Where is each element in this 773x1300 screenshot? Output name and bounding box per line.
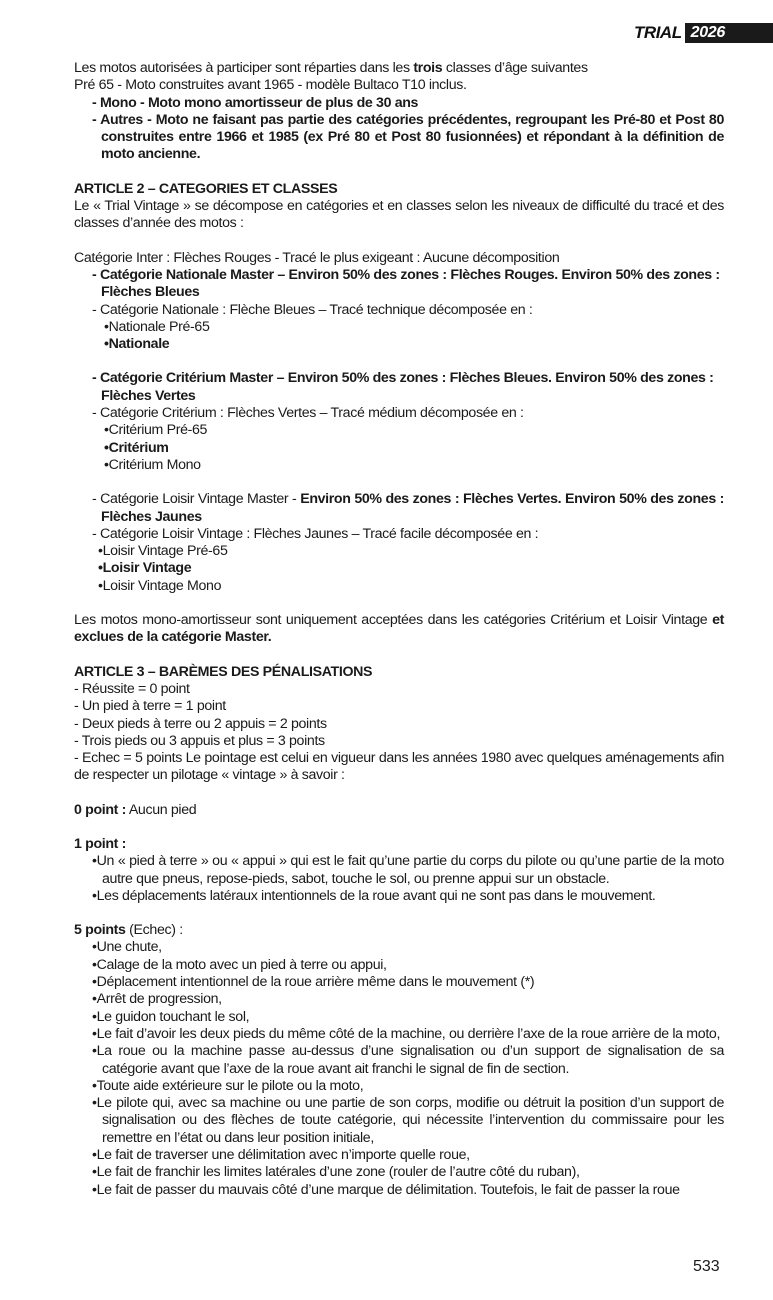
list-item: •Les déplacements latéraux intentionnels de la roue avant qui ne sont pas dans le mouvement.	[92, 887, 656, 904]
list-item: •La roue ou la machine passe au-dessus d’une signalisation ou d’un support de signalisation de sa catégorie avant que l’axe de la roue avant ait franchi le signal de fin de section.	[92, 1043, 724, 1077]
category-inter: Catégorie Inter : Flèches Rouges - Tracé le plus exigeant : Aucune décomposition	[74, 249, 560, 266]
penalty-line: - Un pied à terre = 1 point	[74, 698, 226, 715]
list-item: •Arrêt de progression,	[92, 991, 222, 1008]
document-body	[74, 60, 724, 1199]
penalty-echec: - Echec = 5 points Le pointage est celui en vigueur dans les années 1980 avec quelques aménagements afin de respecter un pilotage « vintage » à savoir :	[74, 750, 724, 784]
penalty-line: - Réussite = 0 point	[74, 680, 190, 697]
page-header	[634, 22, 773, 44]
list-item: •Loisir Vintage	[98, 560, 192, 577]
list-item: •Loisir Vintage Pré-65	[98, 543, 228, 560]
mono-note: Les motos mono-amortisseur sont uniquement acceptées dans les catégories Critérium et Loisir Vintage et exclues de la catégorie Master.	[74, 612, 724, 646]
one-point-title: 1 point :	[74, 835, 127, 852]
intro-line-1: Les motos autorisées à participer sont réparties dans les trois classes d’âge suivantes	[74, 60, 588, 76]
header-year-badge: 2026	[685, 23, 773, 43]
list-item: •Le fait d’avoir les deux pieds du même côté de la machine, ou derrière l’axe de la roue arrière de la moto,	[92, 1025, 721, 1042]
category-loisir-master: - Catégorie Loisir Vintage Master - Environ 50% des zones : Flèches Vertes. Environ 50% des zones : Flèches Jaunes	[92, 491, 724, 525]
list-item: •Déplacement intentionnel de la roue arrière même dans le mouvement (*)	[92, 974, 535, 991]
list-item: •Critérium Mono	[104, 456, 201, 473]
list-item: •Le guidon touchant le sol,	[92, 1008, 250, 1025]
intro-line-2: Pré 65 - Moto construites avant 1965 - modèle Bultaco T10 inclus.	[74, 77, 467, 94]
article-2-title: ARTICLE 2 – CATEGORIES ET CLASSES	[74, 180, 338, 197]
list-item: •Le pilote qui, avec sa machine ou une partie de son corps, modifie ou détruit la position d’un support de signalisation ou des flèches de toute catégorie, qui nécessite l’intervention du commissaire pour les remettre en l’état ou dans leur position initiale,	[92, 1095, 724, 1146]
list-item: •Critérium	[104, 439, 169, 456]
category-loisir: - Catégorie Loisir Vintage : Flèches Jaunes – Tracé facile décomposée en :	[92, 525, 539, 542]
list-item: •Le fait de passer du mauvais côté d’une marque de délimitation. Toutefois, le fait de passer la roue	[92, 1181, 680, 1198]
category-criterium: - Catégorie Critérium : Flèches Vertes – Tracé médium décomposée en :	[92, 405, 524, 422]
article-2-desc: Le « Trial Vintage » se décompose en catégories et en classes selon les niveaux de difficulté du tracé et des classes d’année des motos :	[74, 198, 724, 232]
list-item: •Le fait de franchir les limites latérales d’une zone (rouler de l’autre côté du ruban),	[92, 1164, 580, 1181]
list-item: •Nationale	[104, 336, 170, 353]
list-item: •Calage de la moto avec un pied à terre ou appui,	[92, 956, 387, 973]
list-item: •Une chute,	[92, 939, 162, 956]
list-item: •Nationale Pré-65	[104, 318, 210, 335]
list-item: •Un « pied à terre » ou « appui » qui est le fait qu’une partie du corps du pilote ou qu’une partie de la moto autre que pneus, repose-pieds, sabot, touche le sol, ou prenne appui sur un obstacle.	[92, 853, 724, 887]
penalty-line: - Trois pieds ou 3 appuis et plus = 3 points	[74, 732, 325, 749]
list-item: •Toute aide extérieure sur le pilote ou la moto,	[92, 1077, 364, 1094]
category-nationale: - Catégorie Nationale : Flèche Bleues – Tracé technique décomposée en :	[92, 301, 533, 318]
header-brand: TRIAL	[634, 23, 682, 42]
class-autres: - Autres - Moto ne faisant pas partie des catégories précédentes, regroupant les Pré-80 et Post 80 construites entre 1966 et 1985 (ex Pré 80 et Post 80 fusionnées) et répondant à la définition de moto ancienne.	[92, 111, 724, 163]
penalty-line: - Deux pieds à terre ou 2 appuis = 2 points	[74, 715, 327, 732]
list-item: •Critérium Pré-65	[104, 422, 208, 439]
article-3-title: ARTICLE 3 – BARÈMES DES PÉNALISATIONS	[74, 663, 373, 680]
list-item: •Loisir Vintage Mono	[98, 577, 222, 594]
category-nationale-master: - Catégorie Nationale Master – Environ 50% des zones : Flèches Rouges. Environ 50% des zones : Flèches Bleues	[92, 266, 720, 301]
five-points-title: 5 points (Echec) :	[74, 922, 183, 939]
list-item: •Le fait de traverser une délimitation avec n’importe quelle roue,	[92, 1147, 470, 1164]
class-mono: - Mono - Moto mono amortisseur de plus de 30 ans	[92, 94, 419, 111]
category-criterium-master: - Catégorie Critérium Master – Environ 50% des zones : Flèches Bleues. Environ 50% des zones : Flèches Vertes	[92, 370, 714, 404]
page-number: 533	[693, 1258, 720, 1275]
zero-point: 0 point : Aucun pied	[74, 801, 197, 818]
